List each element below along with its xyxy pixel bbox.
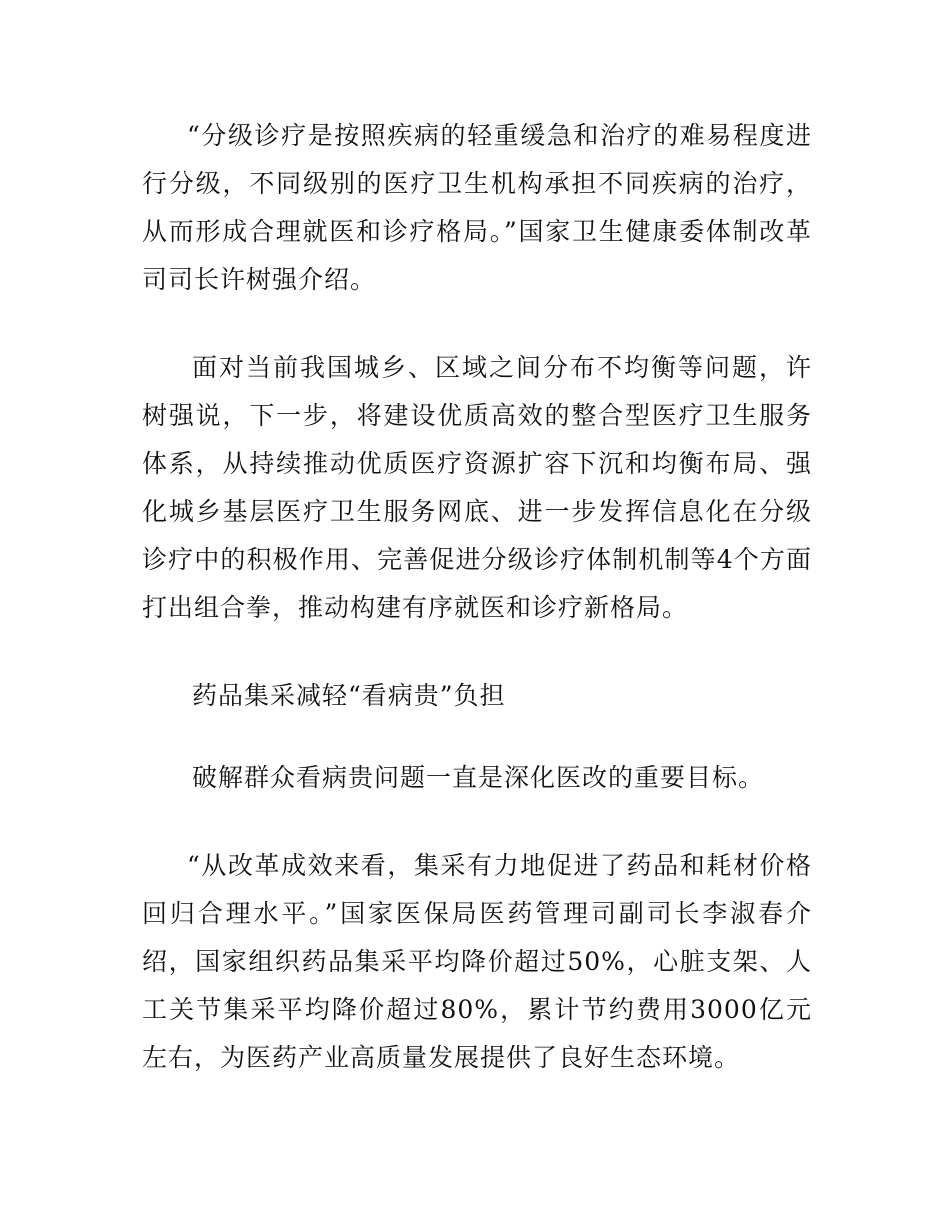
paragraph-procurement-results: “从改革成效来看，集采有力地促进了药品和耗材价格回归合理水平。”国家医保局医药管理司副司长李淑春介绍，国家组织药品集采平均降价超过50%，心脏支架、人工关节集采平均降价超过80%，累计节约费用3000亿元左右，为医药产业高质量发展提供了良好生态环境。	[142, 851, 812, 1072]
paragraph-tiered-diagnosis: “分级诊疗是按照疾病的轻重缓急和治疗的难易程度进行分级，不同级别的医疗卫生机构承担不同疾病的治疗，从而形成合理就医和诊疗格局。”国家卫生健康委体制改革司司长许树强介绍。	[142, 121, 812, 294]
paragraph-reform-goal: 破解群众看病贵问题一直是深化医改的重要目标。	[192, 763, 765, 792]
paragraph-medical-resources: 面对当前我国城乡、区域之间分布不均衡等问题，许树强说，下一步，将建设优质高效的整合型医疗卫生服务体系，从持续推动优质医疗资源扩容下沉和均衡布局、强化城乡基层医疗卫生服务网底、进一步发挥信息化在分级诊疗中的积极作用、完善促进分级诊疗体制机制等4个方面打出组合拳，推动构建有序就医和诊疗新格局。	[142, 353, 812, 622]
section-heading: 药品集采减轻“看病贵”负担	[192, 681, 506, 710]
paragraph-spacer	[142, 802, 812, 842]
paragraph-spacer	[142, 632, 812, 672]
paragraph-spacer	[142, 304, 812, 344]
paragraph-spacer	[142, 720, 812, 754]
document-body	[142, 112, 812, 1082]
